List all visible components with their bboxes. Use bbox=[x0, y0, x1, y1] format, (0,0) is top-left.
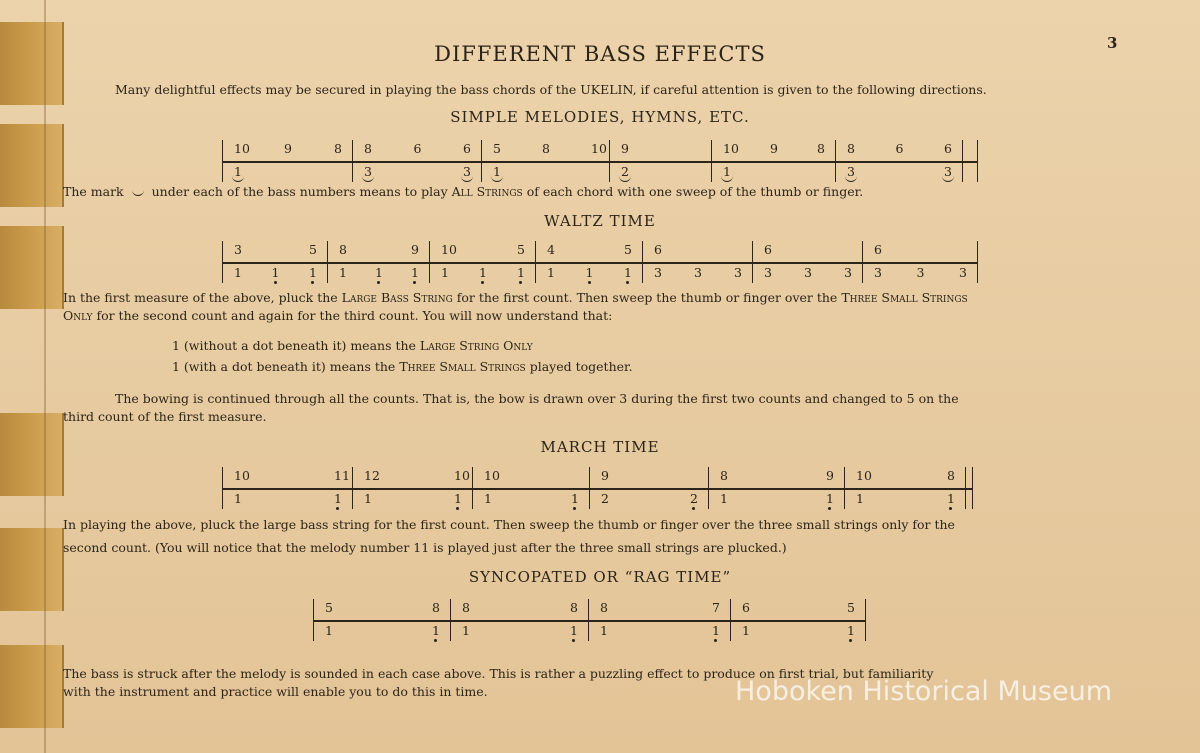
melody-number: 6 bbox=[874, 242, 882, 257]
bass-number: 1 bbox=[571, 491, 579, 506]
bass-number: 1 bbox=[517, 265, 525, 280]
closing-line-2: with the instrument and practice will enable you to do this in time. bbox=[63, 684, 488, 699]
bar-line bbox=[535, 241, 536, 283]
melody-number: 5 bbox=[847, 600, 855, 615]
staff-ragtime bbox=[313, 599, 865, 641]
bar-line bbox=[222, 241, 223, 283]
bass-number: 1 bbox=[624, 265, 632, 280]
bass-number: 1 bbox=[234, 265, 242, 280]
melody-number: 4 bbox=[547, 242, 555, 257]
bar-line bbox=[835, 140, 836, 182]
heading-simple: SIMPLE MELODIES, HYMNS, ETC. bbox=[450, 108, 750, 126]
bass-number: 1 bbox=[720, 491, 728, 506]
bar-line bbox=[711, 140, 712, 182]
melody-number: 8 bbox=[542, 141, 550, 156]
melody-number: 6 bbox=[742, 600, 750, 615]
definition-dotted-1 bbox=[172, 357, 633, 376]
bar-line bbox=[588, 599, 589, 641]
bass-number: 1 bbox=[364, 491, 372, 506]
melody-number: 8 bbox=[600, 600, 608, 615]
bar-line bbox=[972, 467, 973, 509]
bar-line bbox=[481, 140, 482, 182]
melody-number: 5 bbox=[517, 242, 525, 257]
def-smallcaps: Three Small Strings bbox=[399, 359, 526, 374]
staff-waltz bbox=[222, 241, 977, 283]
melody-number: 5 bbox=[309, 242, 317, 257]
bar-line bbox=[965, 467, 966, 509]
melody-number: 8 bbox=[364, 141, 372, 156]
melody-number: 9 bbox=[621, 141, 629, 156]
bass-number: 1 bbox=[454, 491, 462, 506]
bar-line bbox=[352, 467, 353, 509]
bar-line bbox=[472, 467, 473, 509]
bass-number: 1 bbox=[234, 491, 242, 506]
staff-line bbox=[222, 161, 977, 163]
melody-number: 6 bbox=[413, 141, 422, 156]
bass-number: 1 bbox=[462, 623, 470, 638]
melody-number: 6 bbox=[463, 141, 471, 156]
melody-number: 3 bbox=[234, 242, 242, 257]
melody-number: 6 bbox=[764, 242, 772, 257]
melody-number: 10 bbox=[723, 141, 739, 156]
bar-line bbox=[313, 599, 314, 641]
sweep-mark-icon bbox=[132, 189, 144, 196]
melody-number: 10 bbox=[234, 468, 250, 483]
melody-number: 5 bbox=[493, 141, 501, 156]
melody-number: 8 bbox=[720, 468, 728, 483]
bass-number: 1 bbox=[570, 623, 578, 638]
page-title: DIFFERENT BASS EFFECTS bbox=[434, 42, 766, 66]
def-part: 1 (with a dot beneath it) means the bbox=[172, 359, 396, 374]
bass-number: 3 bbox=[694, 265, 702, 280]
waltz-para-1 bbox=[63, 288, 968, 307]
bar-line bbox=[429, 241, 430, 283]
bass-number: 2 bbox=[690, 491, 698, 506]
bar-line bbox=[589, 467, 590, 509]
melody-number: 5 bbox=[325, 600, 333, 615]
bar-line bbox=[642, 241, 643, 283]
melody-number: 12 bbox=[364, 468, 380, 483]
note-part: of each chord with one sweep of the thumb or finger. bbox=[526, 184, 864, 199]
def-part: 1 (without a dot beneath it) means the bbox=[172, 338, 416, 353]
bass-number: 2 bbox=[601, 491, 609, 506]
bar-line bbox=[222, 467, 223, 509]
bowing-line-2: third count of the first measure. bbox=[63, 409, 267, 424]
bass-number: 1 bbox=[432, 623, 440, 638]
bass-number: 1 bbox=[547, 265, 555, 280]
heading-waltz: WALTZ TIME bbox=[544, 212, 656, 230]
melody-number: 10 bbox=[591, 141, 607, 156]
bass-number: 1 bbox=[723, 164, 731, 179]
bass-number: 1 bbox=[325, 623, 333, 638]
page-number: 3 bbox=[1107, 34, 1118, 52]
melody-number: 6 bbox=[654, 242, 662, 257]
bar-line bbox=[865, 599, 866, 641]
heading-ragtime: SYNCOPATED OR “RAG TIME” bbox=[468, 568, 732, 586]
melody-number: 6 bbox=[895, 141, 904, 156]
melody-number: 8 bbox=[432, 600, 440, 615]
bass-number: 3 bbox=[959, 265, 967, 280]
melody-number: 9 bbox=[601, 468, 609, 483]
note-part: The mark bbox=[63, 184, 124, 199]
bass-number: 1 bbox=[493, 164, 501, 179]
bar-line bbox=[708, 467, 709, 509]
para-smallcaps: Three Small Strings bbox=[841, 290, 968, 305]
bar-line bbox=[609, 140, 610, 182]
melody-number: 6 bbox=[944, 141, 952, 156]
para-smallcaps: Only bbox=[63, 308, 93, 323]
bass-number: 1 bbox=[339, 265, 347, 280]
bass-number: 3 bbox=[874, 265, 882, 280]
staff-line bbox=[222, 488, 972, 490]
bar-line bbox=[752, 241, 753, 283]
melody-number: 9 bbox=[770, 141, 778, 156]
melody-number: 10 bbox=[441, 242, 457, 257]
melody-number: 9 bbox=[826, 468, 834, 483]
bass-number: 1 bbox=[826, 491, 834, 506]
bass-number: 1 bbox=[479, 265, 487, 280]
intro-text: Many delightful effects may be secured in playing the bass chords of the UKELIN, if careful attention is given to the following directions. bbox=[115, 82, 987, 97]
bass-number: 1 bbox=[484, 491, 492, 506]
staff-march bbox=[222, 467, 972, 509]
melody-number: 8 bbox=[334, 141, 342, 156]
bass-number: 3 bbox=[847, 164, 855, 179]
bass-number: 1 bbox=[234, 164, 242, 179]
bass-number: 1 bbox=[441, 265, 449, 280]
march-para-1: In playing the above, pluck the large bass string for the first count. Then sweep the thumb or finger over the three small strings only for the bbox=[63, 517, 955, 532]
waltz-para-2 bbox=[63, 306, 612, 325]
bass-number: 3 bbox=[944, 164, 952, 179]
bass-number: 3 bbox=[364, 164, 372, 179]
bass-number: 3 bbox=[916, 265, 925, 280]
melody-number: 9 bbox=[284, 141, 292, 156]
bass-number: 1 bbox=[585, 265, 594, 280]
bass-number: 3 bbox=[764, 265, 772, 280]
march-para-2: second count. (You will notice that the melody number 11 is played just after the three small strings are plucked.) bbox=[63, 540, 787, 555]
bass-number: 3 bbox=[844, 265, 852, 280]
bass-number: 1 bbox=[271, 265, 280, 280]
definition-plain-1 bbox=[172, 336, 533, 355]
bar-line bbox=[977, 140, 978, 182]
melody-number: 5 bbox=[624, 242, 632, 257]
closing-line-1: The bass is struck after the melody is sounded in each case above. This is rather a puzzling effect to produce on first trial, but familiarity bbox=[63, 666, 934, 681]
note-part: under each of the bass numbers means to play bbox=[151, 184, 448, 199]
bowing-line-1: The bowing is continued through all the counts. That is, the bow is drawn over 3 during the first two counts and changed to 5 on the bbox=[115, 391, 959, 406]
para-part: In the first measure of the above, pluck the bbox=[63, 290, 338, 305]
melody-number: 9 bbox=[411, 242, 419, 257]
para-smallcaps: Large Bass String bbox=[341, 290, 453, 305]
def-smallcaps: Large String Only bbox=[419, 338, 533, 353]
bar-line bbox=[962, 140, 963, 182]
bar-line bbox=[862, 241, 863, 283]
bar-line bbox=[977, 241, 978, 283]
bass-number: 1 bbox=[947, 491, 955, 506]
tape-strip bbox=[0, 124, 64, 207]
melody-number: 10 bbox=[454, 468, 470, 483]
bass-number: 3 bbox=[654, 265, 662, 280]
bar-line bbox=[327, 241, 328, 283]
heading-march: MARCH TIME bbox=[540, 438, 660, 456]
bass-number: 1 bbox=[334, 491, 342, 506]
melody-number: 8 bbox=[462, 600, 470, 615]
bar-line bbox=[352, 140, 353, 182]
melody-number: 7 bbox=[712, 600, 720, 615]
melody-number: 8 bbox=[570, 600, 578, 615]
bass-number: 1 bbox=[375, 265, 383, 280]
watermark: Hoboken Historical Museum bbox=[735, 676, 1113, 707]
bass-number: 1 bbox=[600, 623, 608, 638]
bass-number: 3 bbox=[804, 265, 812, 280]
bass-number: 1 bbox=[411, 265, 419, 280]
melody-number: 10 bbox=[234, 141, 250, 156]
bass-number: 3 bbox=[463, 164, 471, 179]
bar-line bbox=[450, 599, 451, 641]
para-part: for the second count and again for the third count. You will now understand that: bbox=[96, 308, 613, 323]
melody-number: 8 bbox=[847, 141, 855, 156]
staff-simple bbox=[222, 140, 977, 182]
melody-number: 10 bbox=[484, 468, 500, 483]
bass-number: 1 bbox=[309, 265, 317, 280]
bass-number: 1 bbox=[712, 623, 720, 638]
staff-line bbox=[222, 262, 977, 264]
melody-number: 11 bbox=[334, 468, 350, 483]
para-part: for the first count. Then sweep the thumb or finger over the bbox=[456, 290, 838, 305]
staff-line bbox=[313, 620, 865, 622]
bass-number: 1 bbox=[742, 623, 750, 638]
melody-number: 10 bbox=[856, 468, 872, 483]
def-part: played together. bbox=[529, 359, 633, 374]
tape-strip bbox=[0, 226, 64, 309]
bar-line bbox=[222, 140, 223, 182]
bar-line bbox=[844, 467, 845, 509]
bass-number: 2 bbox=[621, 164, 629, 179]
bass-number: 1 bbox=[856, 491, 864, 506]
tape-strip bbox=[0, 645, 64, 728]
melody-number: 8 bbox=[339, 242, 347, 257]
bar-line bbox=[730, 599, 731, 641]
simple-note bbox=[63, 182, 863, 201]
bass-number: 1 bbox=[847, 623, 855, 638]
note-smallcaps: All Strings bbox=[451, 184, 523, 199]
melody-number: 8 bbox=[947, 468, 955, 483]
melody-number: 8 bbox=[817, 141, 825, 156]
bass-number: 3 bbox=[734, 265, 742, 280]
